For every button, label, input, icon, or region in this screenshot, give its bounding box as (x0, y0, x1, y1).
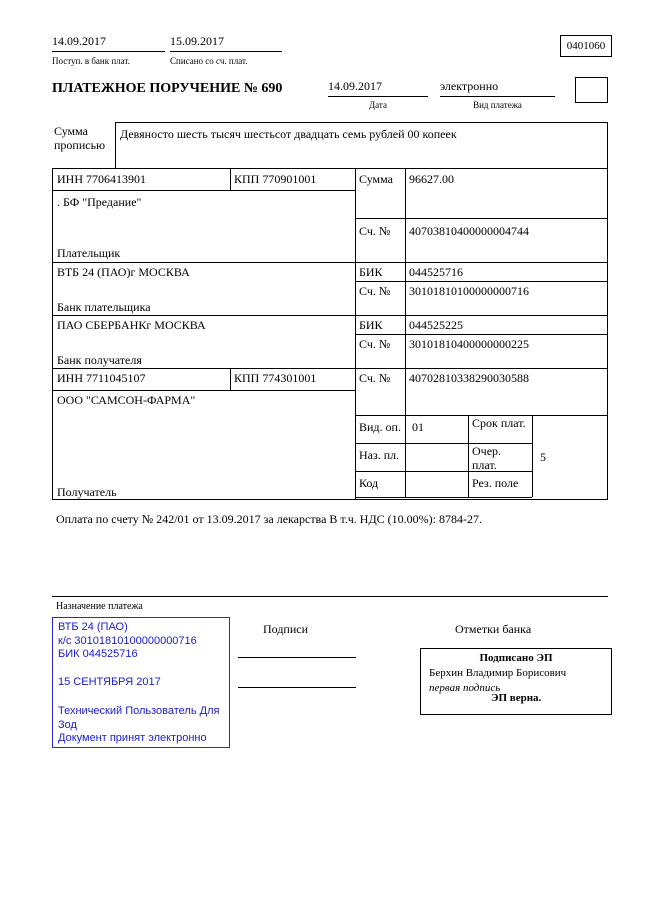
amount-words-label: Сумма прописью (54, 124, 106, 152)
bank-stamp (52, 617, 230, 748)
reserve-field-label: Рез. поле (472, 476, 519, 490)
payee-bank-account-label: Сч. № (359, 337, 391, 351)
table-border (355, 443, 532, 444)
payer-bank-section-label: Банк плательщика (57, 300, 151, 314)
form-code-box: 0401060 (560, 35, 612, 57)
status-box (575, 77, 608, 103)
ep-signed-label: Подписано ЭП (479, 652, 553, 664)
amount-words-value: Девяносто шесть тысяч шестьсот двадцать семь рублей 00 копеек (120, 127, 457, 141)
table-border (468, 415, 469, 497)
table-border (607, 122, 608, 499)
payer-bank-account-label: Сч. № (359, 284, 391, 298)
electronic-signature-box (420, 648, 612, 715)
amount-label: Сумма (359, 172, 393, 186)
payee-bank-bik: 044525225 (409, 318, 463, 332)
table-border (532, 415, 533, 497)
payee-bank-section-label: Банк получателя (57, 353, 142, 367)
payee-name: ООО "САМСОН-ФАРМА" (57, 393, 196, 407)
table-border (52, 390, 355, 391)
signature-line (238, 687, 356, 688)
pay-order-value: 5 (540, 450, 546, 464)
table-border (355, 218, 608, 219)
amount-value: 96627.00 (409, 172, 454, 186)
code-label: Код (359, 476, 379, 490)
payer-bank-account: 30101810100000000716 (409, 284, 529, 298)
payee-bank-bik-label: БИК (359, 318, 383, 332)
payer-bank-name: ВТБ 24 (ПАО)г МОСКВА (57, 265, 190, 279)
payment-kind-label: Вид платежа (473, 100, 522, 110)
ep-signer-name: Берхин Владимир Борисович (429, 667, 567, 679)
payer-account-label: Сч. № (359, 224, 391, 238)
document-title: ПЛАТЕЖНОЕ ПОРУЧЕНИЕ № 690 (52, 81, 283, 96)
purpose-text: Оплата по счету № 242/01 от 13.09.2017 за лекарства В т.ч. НДС (10.00%): 8784-27. (56, 512, 482, 526)
payee-account-label: Сч. № (359, 371, 391, 385)
table-border (355, 497, 532, 498)
table-border (52, 315, 608, 316)
table-border (52, 368, 608, 369)
payee-bank-account: 30101810400000000225 (409, 337, 529, 351)
op-kind-label: Вид. оп. (359, 420, 401, 434)
payer-name: . БФ "Предание" (57, 195, 142, 209)
stamp-status: Документ принят электронно (58, 732, 207, 744)
payment-order-table (52, 122, 608, 500)
payment-kind-field: электронно (440, 79, 555, 97)
payer-bank-bik-label: БИК (359, 265, 383, 279)
payer-bank-bik: 044525716 (409, 265, 463, 279)
payee-account: 40702810338290030588 (409, 371, 529, 385)
purpose-field (52, 500, 608, 597)
signatures-label: Подписи (263, 622, 309, 636)
purpose-label: Назначение платежа (56, 601, 143, 612)
pay-purpose-code-label: Наз. пл. (359, 448, 400, 462)
ep-first-signature-label: первая подпись (429, 682, 501, 694)
received-date-label: Поступ. в банк плат. (52, 56, 130, 66)
table-border (230, 168, 231, 190)
ep-valid-label: ЭП верна. (491, 692, 542, 704)
payer-account: 40703810400000004744 (409, 224, 529, 238)
stamp-date: 15 СЕНТЯБРЯ 2017 (58, 675, 161, 688)
stamp-user: Технический Пользователь Для Зод (58, 705, 220, 731)
table-border (115, 122, 608, 123)
stamp-bank-name: ВТБ 24 (ПАО) (58, 621, 128, 633)
table-border (52, 262, 608, 263)
table-border (355, 334, 608, 335)
payee-section-label: Получатель (57, 485, 117, 499)
payee-bank-name: ПАО СБЕРБАНКг МОСКВА (57, 318, 206, 332)
table-border (230, 368, 231, 390)
bank-marks-label: Отметки банка (455, 622, 532, 636)
payer-inn: ИНН 7706413901 (57, 172, 146, 186)
stamp-corr-account: к/с 30101810100000000716 (58, 634, 197, 647)
table-border (52, 190, 355, 191)
payer-kpp: КПП 770901001 (234, 172, 317, 186)
op-kind-value: 01 (412, 420, 424, 434)
stamp-bik: БИК 044525716 (58, 648, 138, 660)
pay-order-label: Очер. плат. (472, 444, 502, 472)
doc-date-label: Дата (369, 100, 387, 110)
payee-inn: ИНН 7711045107 (57, 371, 146, 385)
pay-term-label: Срок плат. (472, 416, 526, 430)
table-border (52, 168, 53, 499)
table-border (52, 168, 608, 169)
debited-date-field: 15.09.2017 (170, 34, 282, 52)
payer-section-label: Плательщик (57, 246, 121, 260)
received-date-field: 14.09.2017 (52, 34, 165, 52)
doc-date-field: 14.09.2017 (328, 79, 428, 97)
debited-date-label: Списано со сч. плат. (170, 56, 248, 66)
payee-kpp: КПП 774301001 (234, 371, 317, 385)
table-border (355, 281, 608, 282)
signature-line (238, 657, 356, 658)
